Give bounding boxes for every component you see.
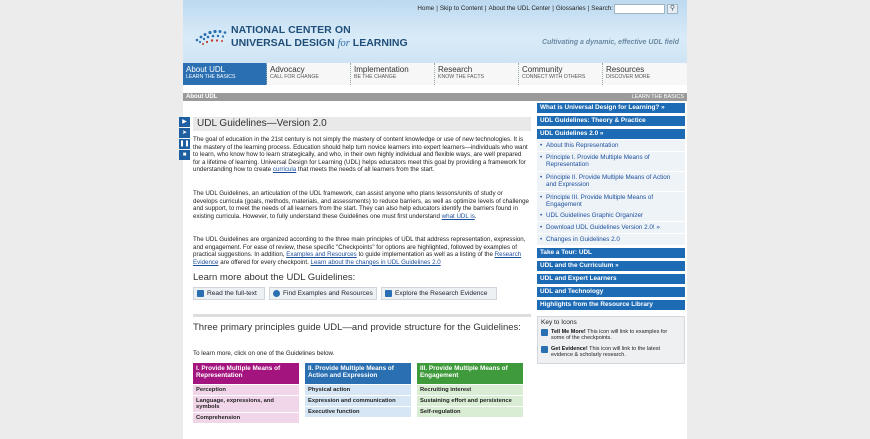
sidebar-curriculum[interactable]: UDL and the Curriculum » bbox=[537, 261, 685, 271]
logo-text-line1: NATIONAL CENTER ON bbox=[231, 24, 351, 36]
nav-community[interactable]: Community CONNECT WITH OTHERS bbox=[519, 63, 603, 85]
stop-icon[interactable]: ■ bbox=[179, 150, 190, 160]
logo-text-line2: UNIVERSAL DESIGN for LEARNING bbox=[231, 37, 408, 49]
sidebar-guidelines-2[interactable]: UDL Guidelines 2.0 » bbox=[537, 129, 685, 139]
principle-action-expression bbox=[305, 363, 411, 417]
section-bar-title: About UDL bbox=[186, 94, 218, 100]
search-label: Search: bbox=[591, 5, 613, 12]
glossaries-link[interactable]: Glossaries bbox=[555, 5, 586, 12]
guideline-row[interactable]: Language, expressions, and symbols bbox=[193, 396, 299, 412]
search-icon[interactable]: ⚲ bbox=[667, 4, 678, 14]
icon-key-title: Key to Icons bbox=[541, 319, 577, 326]
explore-research-button[interactable]: Explore the Research Evidence bbox=[381, 287, 497, 300]
sidebar-technology[interactable]: UDL and Technology bbox=[537, 287, 685, 297]
read-icon[interactable]: ➤ bbox=[179, 128, 190, 138]
sidebar-subitem[interactable]: • Principle III. Provide Multiple Means of Engagement bbox=[537, 192, 685, 212]
tagline: Cultivating a dynamic, effective UDL field bbox=[541, 39, 679, 46]
page-title: UDL Guidelines—Version 2.0 bbox=[193, 117, 531, 131]
guideline-row[interactable]: Self-regulation bbox=[417, 407, 523, 417]
nav-implementation[interactable]: Implementation BE THE CHANGE bbox=[351, 63, 435, 85]
guideline-row[interactable]: Executive function bbox=[305, 407, 411, 417]
section-bar bbox=[183, 93, 687, 101]
nav-advocacy[interactable]: Advocacy CALL FOR CHANGE bbox=[267, 63, 351, 85]
page bbox=[179, 0, 687, 439]
home-link[interactable]: Home bbox=[417, 5, 435, 12]
principle-engagement bbox=[417, 363, 523, 417]
what-udl-is-link[interactable]: what UDL is bbox=[441, 212, 475, 220]
nav-resources[interactable]: Resources DISCOVER MORE bbox=[606, 65, 651, 80]
top-links: Home | Skip to Content | About the UDL Center | Glossaries | Search: bbox=[417, 5, 613, 12]
guideline-row[interactable]: Comprehension bbox=[193, 413, 299, 423]
divider bbox=[193, 314, 531, 317]
guideline-row[interactable]: Physical action bbox=[305, 385, 411, 395]
sidebar-what-is-udl[interactable]: What is Universal Design for Learning? » bbox=[537, 103, 685, 113]
guideline-row[interactable]: Recruiting interest bbox=[417, 385, 523, 395]
search-input[interactable] bbox=[614, 4, 665, 14]
learn-more-heading: Learn more about the UDL Guidelines: bbox=[193, 272, 356, 283]
nav-research[interactable]: Research KNOW THE FACTS bbox=[435, 63, 519, 85]
section-bar-subtitle: LEARN THE BASICS bbox=[631, 94, 684, 100]
site-header bbox=[183, 0, 687, 63]
find-examples-button[interactable]: Find Examples and Resources bbox=[269, 287, 377, 300]
folder-icon bbox=[385, 290, 392, 297]
curricula-link[interactable]: curricula bbox=[272, 166, 297, 174]
sidebar-theory-practice[interactable]: UDL Guidelines: Theory & Practice bbox=[537, 116, 685, 126]
sidebar-subitem[interactable]: • Changes in Guidelines 2.0 bbox=[537, 234, 685, 246]
intro-paragraph: The goal of education in the 21st century is not simply the mastery of content knowledge or use of new technologies. It is the mastery of the learning process. Education should help turn novice learners into expert learners—individuals who want to learn, who know how to learn strategically, and who, in their own highly individual and flexible ways, are well prepared for a lifetime of learning. Universal Design for Learning (UDL) helps educators meet this goal by providing a framework for understanding how to create curricula that meets the needs of all learners from the start. bbox=[193, 136, 528, 174]
plus-icon bbox=[273, 290, 280, 297]
research-evidence-link[interactable]: Research Evidence bbox=[193, 251, 522, 266]
principles-paragraph: The UDL Guidelines are organized according to the three main principles of UDL that address representation, expression, and engagement. For ease of review, these specific "Checkpoints" for options are highlighted, followed by examples of practical suggestions. In addition, Examples and Resources to guide implementation as well as a listing of the Research Evidence are offered for every checkpoint. Learn about the changes in UDL Guidelines 2.0 bbox=[193, 236, 526, 266]
pause-icon[interactable]: ❚❚ bbox=[179, 141, 190, 147]
guideline-row[interactable]: Perception bbox=[193, 385, 299, 395]
sidebar-subitem[interactable]: • Principle II. Provide Multiple Means of Action and Expression bbox=[537, 172, 685, 192]
principles-instruction: To learn more, click on one of the Guidelines below. bbox=[193, 350, 335, 357]
principle-header[interactable]: II. Provide Multiple Means of Action and Expression bbox=[305, 363, 411, 384]
guideline-row[interactable]: Sustaining effort and persistence bbox=[417, 396, 523, 406]
guidelines-paragraph: The UDL Guidelines, an articulation of the UDL framework, can assist anyone who plans lessons/units of study or develops curricula (goals, methods, materials, and assessments) to reduce barriers, as well as optimize levels of challenge and support, to meet the needs of all learners from the start. They can also help educators identify the barriers found in existing curricula. However, to fully understand these Guidelines one must first understand what UDL is. bbox=[193, 190, 529, 220]
sidebar-resource-library[interactable]: Highlights from the Resource Library bbox=[537, 300, 685, 310]
folder-icon bbox=[541, 346, 548, 353]
read-full-text-button[interactable]: Read the full-text bbox=[193, 287, 265, 300]
about-center-link[interactable]: About the UDL Center bbox=[488, 5, 551, 12]
principles-heading: Three primary principles guide UDL—and provide structure for the Guidelines: bbox=[193, 322, 521, 333]
principle-representation bbox=[193, 363, 299, 423]
sidebar-subitem[interactable]: • Principle I. Provide Multiple Means of Representation bbox=[537, 152, 685, 172]
sidebar-subitem[interactable]: • About this Representation bbox=[537, 140, 685, 152]
document-icon bbox=[197, 290, 204, 297]
changes-link[interactable]: Learn about the changes in UDL Guidelines 2.0 bbox=[310, 258, 441, 266]
guideline-row[interactable]: Expression and communication bbox=[305, 396, 411, 406]
sidebar-take-tour[interactable]: Take a Tour: UDL bbox=[537, 248, 685, 258]
sidebar-subitem[interactable]: • Download UDL Guidelines Version 2.0! » bbox=[537, 222, 685, 234]
sidebar-expert-learners[interactable]: UDL and Expert Learners bbox=[537, 274, 685, 284]
principle-header[interactable]: I. Provide Multiple Means of Representation bbox=[193, 363, 299, 384]
main-nav bbox=[183, 63, 687, 85]
sidebar-subitem[interactable]: • UDL Guidelines Graphic Organizer bbox=[537, 210, 685, 222]
nav-about-udl[interactable]: About UDL LEARN THE BASICS bbox=[183, 63, 267, 85]
logo-icon bbox=[191, 20, 231, 50]
icon-key bbox=[537, 316, 685, 364]
principle-header[interactable]: III. Provide Multiple Means of Engagement bbox=[417, 363, 523, 384]
key-get-evidence: Get Evidence! This icon will link to the latest evidence & scholarly research. bbox=[541, 346, 681, 359]
skip-to-content-link[interactable]: Skip to Content bbox=[439, 5, 483, 12]
arrow-icon bbox=[541, 329, 548, 336]
examples-resources-link[interactable]: Examples and Resources bbox=[286, 251, 357, 259]
listen-icon[interactable]: ▶ bbox=[179, 117, 190, 127]
key-tell-me-more: Tell Me More! This icon will link to examples for some of the checkpoints. bbox=[541, 329, 681, 342]
